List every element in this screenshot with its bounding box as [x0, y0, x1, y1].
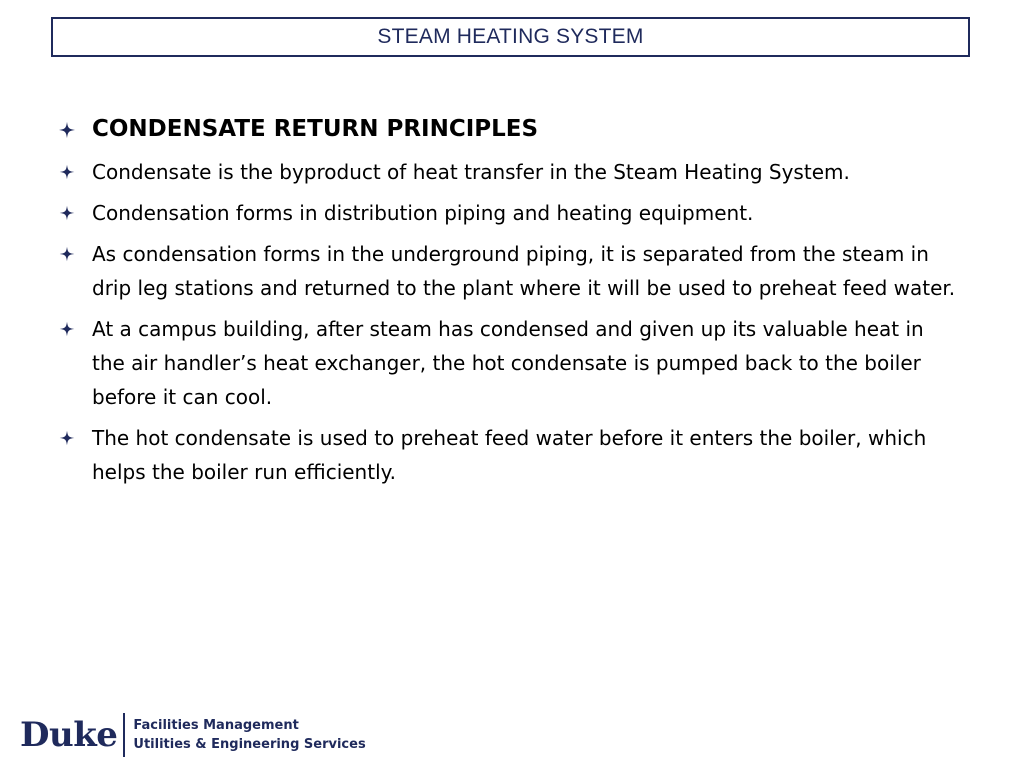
four-point-star-icon [56, 312, 78, 337]
department-line-1: Facilities Management [133, 718, 299, 733]
footer-logo [20, 712, 366, 758]
four-point-star-icon [56, 155, 78, 180]
bullet-text: CONDENSATE RETURN PRINCIPLES [92, 116, 539, 142]
bullet-text: The hot condensate is used to preheat feed water before it enters the boiler, which helps the boiler run efficiently. [92, 426, 927, 484]
bullet-item [56, 196, 961, 230]
department-line-2: Utilities & Engineering Services [133, 737, 366, 752]
bullet-item [56, 155, 961, 189]
four-point-star-icon [56, 110, 78, 139]
slide-title: STEAM HEATING SYSTEM [377, 25, 644, 48]
bullet-text: Condensation forms in distribution piping and heating equipment. [92, 201, 754, 225]
logo-divider [123, 713, 125, 757]
duke-logo-wordmark: Duke [20, 715, 118, 755]
bullet-item-heading [56, 110, 961, 148]
bullet-text: At a campus building, after steam has condensed and given up its valuable heat in the air handler’s heat exchanger, the hot condensate is pumped back to the boiler before it can cool. [92, 317, 924, 409]
four-point-star-icon [56, 196, 78, 221]
bullet-item [56, 312, 961, 414]
four-point-star-icon [56, 421, 78, 446]
bullet-item [56, 421, 961, 489]
bullet-text: Condensate is the byproduct of heat transfer in the Steam Heating System. [92, 160, 850, 184]
slide-title-box [51, 17, 970, 57]
four-point-star-icon [56, 237, 78, 262]
bullet-text: As condensation forms in the underground piping, it is separated from the steam in drip leg stations and returned to the plant where it will be used to preheat feed water. [92, 242, 956, 300]
logo-department [133, 716, 365, 754]
bullet-item [56, 237, 961, 305]
bullet-list [56, 110, 961, 489]
